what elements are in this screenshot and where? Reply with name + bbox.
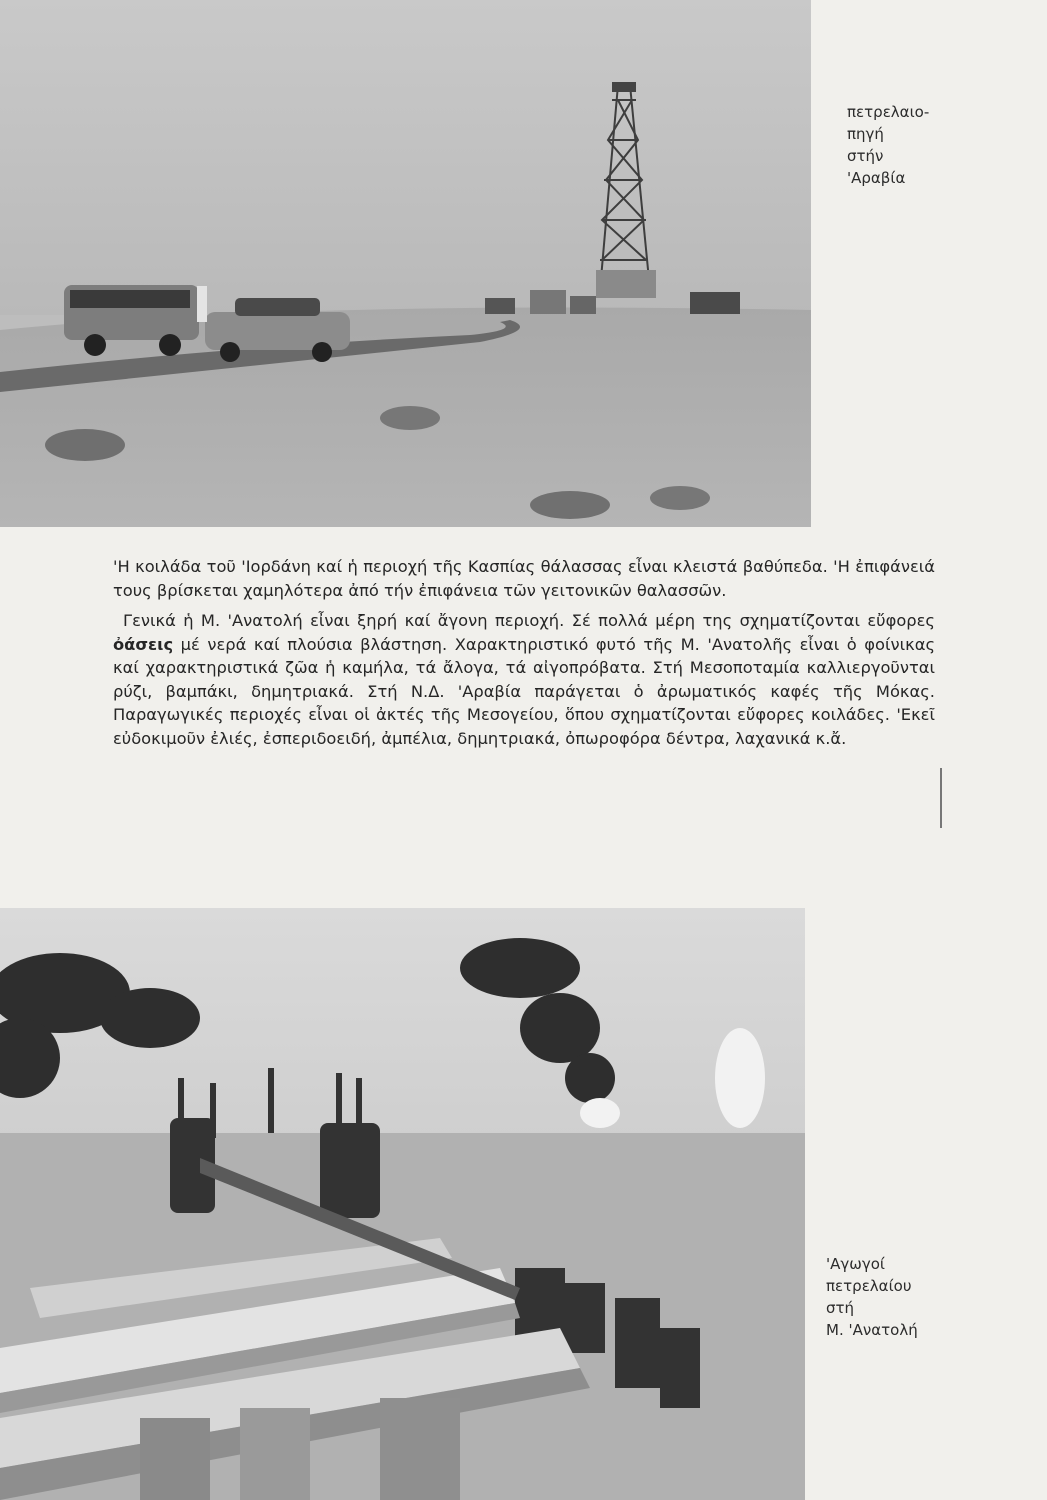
oil-well-image xyxy=(0,0,811,527)
pipelines-image xyxy=(0,908,805,1500)
emphasis-oases: ὀάσεις xyxy=(113,634,174,654)
paragraph-text: μέ νερά καί πλούσια βλάστηση. Χαρακτηριστικό φυτό τῆς Μ. 'Ανατολῆς εἶναι ὁ φοίνικας καί χαρακτηριστικά ζῶα ἡ καμήλα, τά ἄλογα, τά αἰγοπρόβατα. Στή Μεσοποταμία καλλιεργοῦνται ρύζι, βαμπάκι, δημητριακά. Στή Ν.Δ. 'Αραβία παράγεται ὁ ἀρωματικός καφές τῆς Μόκας. Παραγωγικές περιοχές εἶναι οἱ ἀκτές τῆς Μεσογείου, ὅπου σχηματίζονται εὔφορες κοιλάδες. 'Εκεῖ εὐδοκιμοῦν ἐλιές, ἐσπεριδοειδή, ἀμπέλια, δημητριακά, ὀπωροφόρα δέντρα, λαχανικά κ.ἄ. xyxy=(113,634,935,748)
caption-line: 'Αγωγοί xyxy=(826,1255,885,1273)
oil-well-caption xyxy=(847,101,967,189)
caption-line: πηγή xyxy=(847,125,884,143)
paragraph-middle-east xyxy=(113,609,935,750)
caption-line: 'Αραβία xyxy=(847,169,906,187)
caption-line: πετρελαιο- xyxy=(847,103,930,121)
pipelines-caption xyxy=(826,1253,956,1341)
oil-well-photo xyxy=(0,0,811,527)
caption-line: στήν xyxy=(847,147,884,165)
pipelines-photo xyxy=(0,908,805,1500)
paragraph-text: Γενικά ἡ Μ. 'Ανατολή εἶναι ξηρή καί ἄγονη περιοχή. Σέ πολλά μέρη της σχηματίζονται εὔφορες xyxy=(123,611,935,630)
caption-line: Μ. 'Ανατολή xyxy=(826,1321,918,1339)
paragraph-jordan: 'Η κοιλάδα τοῦ 'Ιορδάνη καί ἡ περιοχή τῆς Κασπίας θάλασσας εἶναι κλειστά βαθύπεδα. 'Η ἐπιφάνειά τους βρίσκεται χαμηλότερα ἀπό τήν ἐπιφάνεια τῶν γειτονικῶν θαλασσῶν. xyxy=(113,557,935,600)
margin-rule xyxy=(940,768,942,828)
caption-line: στή xyxy=(826,1299,855,1317)
caption-line: πετρελαίου xyxy=(826,1277,912,1295)
body-text xyxy=(113,555,935,750)
